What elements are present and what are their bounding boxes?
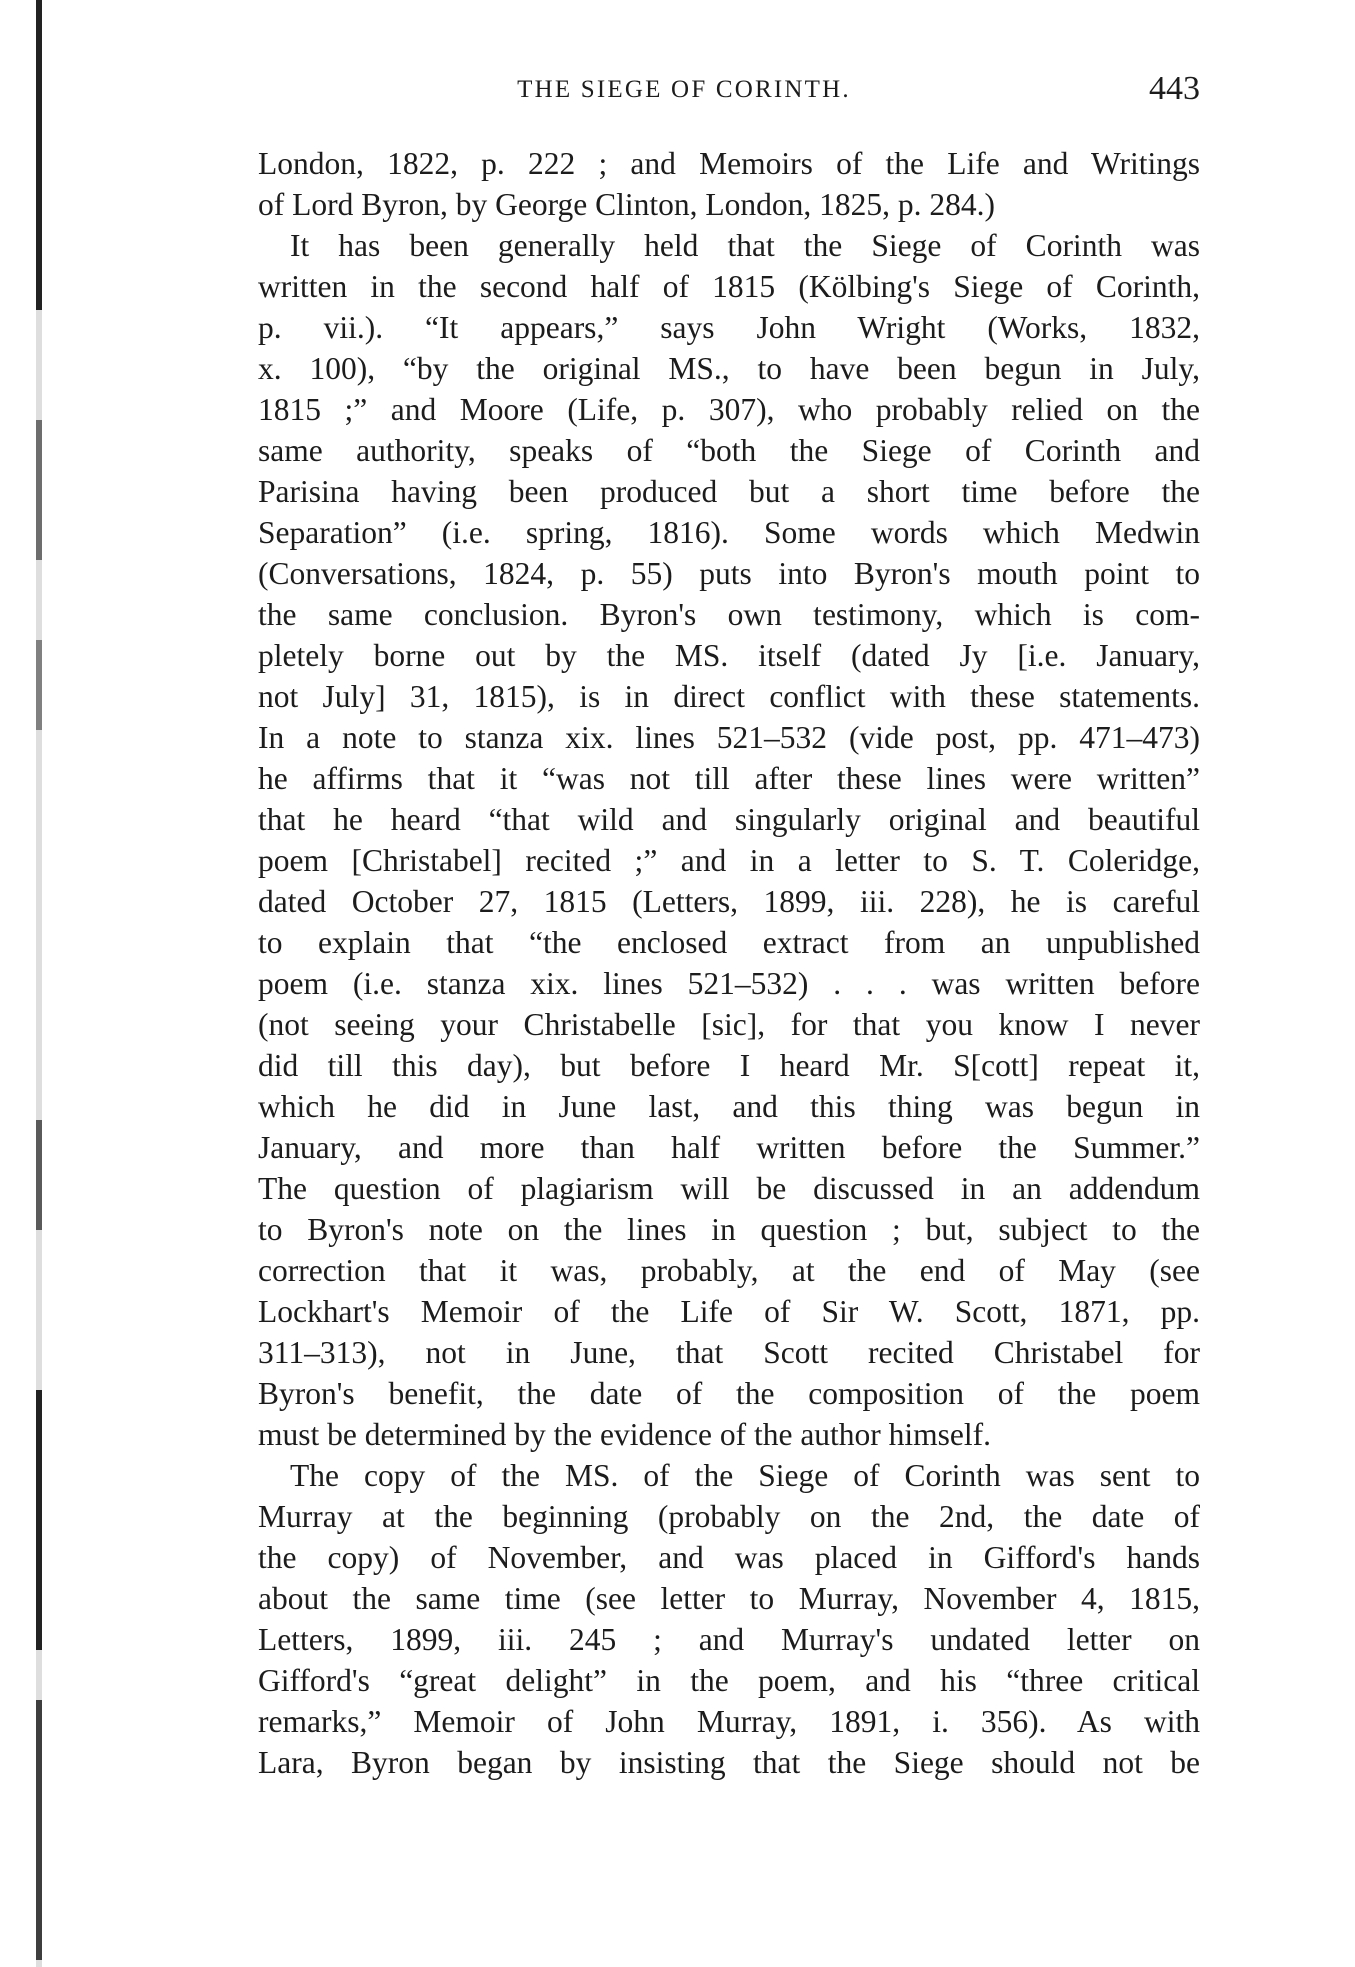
text-line: It has been generally held that the Siege of Corinth was <box>290 228 1200 263</box>
text-line: did till this day), but before I heard Mr. S[cott] repeat it, <box>258 1048 1200 1083</box>
body-text <box>258 143 1200 1873</box>
text-line: Gifford's “great delight” in the poem, and his “three critical <box>258 1663 1200 1698</box>
text-line: Lara, Byron began by insisting that the Siege should not be <box>258 1745 1200 1780</box>
text-line: The copy of the MS. of the Siege of Corinth was sent to <box>290 1458 1200 1493</box>
text-line: p. vii.). “It appears,” says John Wright (Works, 1832, <box>258 310 1200 345</box>
text-line: must be determined by the evidence of the author himself. <box>258 1417 992 1452</box>
text-line: dated October 27, 1815 (Letters, 1899, iii. 228), he is careful <box>258 884 1200 919</box>
text-line: about the same time (see letter to Murray, November 4, 1815, <box>258 1581 1200 1616</box>
text-line: that he heard “that wild and singularly original and beautiful <box>258 802 1200 837</box>
text-line: written in the second half of 1815 (Kölbing's Siege of Corinth, <box>258 269 1200 304</box>
text-line: x. 100), “by the original MS., to have been begun in July, <box>258 351 1200 386</box>
text-line: Lockhart's Memoir of the Life of Sir W. Scott, 1871, pp. <box>258 1294 1200 1329</box>
text-line: the copy) of November, and was placed in Gifford's hands <box>258 1540 1200 1575</box>
text-line: Parisina having been produced but a short time before the <box>258 474 1200 509</box>
text-line: remarks,” Memoir of John Murray, 1891, i. 356). As with <box>258 1704 1200 1739</box>
running-title: THE SIEGE OF CORINTH. <box>517 76 851 103</box>
text-line: (not seeing your Christabelle [sic], for that you know I never <box>258 1007 1200 1042</box>
text-line: 311–313), not in June, that Scott recited Christabel for <box>258 1335 1200 1370</box>
text-line: Letters, 1899, iii. 245 ; and Murray's undated letter on <box>258 1622 1200 1657</box>
text-line: same authority, speaks of “both the Siege of Corinth and <box>258 433 1200 468</box>
text-line: Byron's benefit, the date of the composition of the poem <box>258 1376 1200 1411</box>
text-line: poem [Christabel] recited ;” and in a letter to S. T. Coleridge, <box>258 843 1200 878</box>
text-line: January, and more than half written before the Summer.” <box>258 1130 1200 1165</box>
text-line: Murray at the beginning (probably on the 2nd, the date of <box>258 1499 1200 1534</box>
text-line: Separation” (i.e. spring, 1816). Some words which Medwin <box>258 515 1200 550</box>
text-line: 1815 ;” and Moore (Life, p. 307), who probably relied on the <box>258 392 1200 427</box>
page-number: 443 <box>1149 70 1200 107</box>
text-line: to Byron's note on the lines in question ; but, subject to the <box>258 1212 1200 1247</box>
text-line: pletely borne out by the MS. itself (dated Jy [i.e. January, <box>258 638 1200 673</box>
text-line: poem (i.e. stanza xix. lines 521–532) . . . was written before <box>258 966 1200 1001</box>
text-line: The question of plagiarism will be discussed in an addendum <box>258 1171 1200 1206</box>
book-binding-edge <box>36 0 42 1967</box>
text-line: correction that it was, probably, at the end of May (see <box>258 1253 1200 1288</box>
text-line: In a note to stanza xix. lines 521–532 (vide post, pp. 471–473) <box>258 720 1200 755</box>
text-line: to explain that “the enclosed extract from an unpublished <box>258 925 1200 960</box>
text-line: he affirms that it “was not till after these lines were written” <box>258 761 1200 796</box>
running-head <box>258 70 1200 114</box>
text-line: not July] 31, 1815), is in direct conflict with these statements. <box>258 679 1200 714</box>
text-line: London, 1822, p. 222 ; and Memoirs of the Life and Writings <box>258 146 1200 181</box>
text-line: of Lord Byron, by George Clinton, London, 1825, p. 284.) <box>258 187 995 222</box>
text-line: (Conversations, 1824, p. 55) puts into Byron's mouth point to <box>258 556 1200 591</box>
text-line: which he did in June last, and this thing was begun in <box>258 1089 1200 1124</box>
text-line: the same conclusion. Byron's own testimony, which is com- <box>258 597 1200 632</box>
